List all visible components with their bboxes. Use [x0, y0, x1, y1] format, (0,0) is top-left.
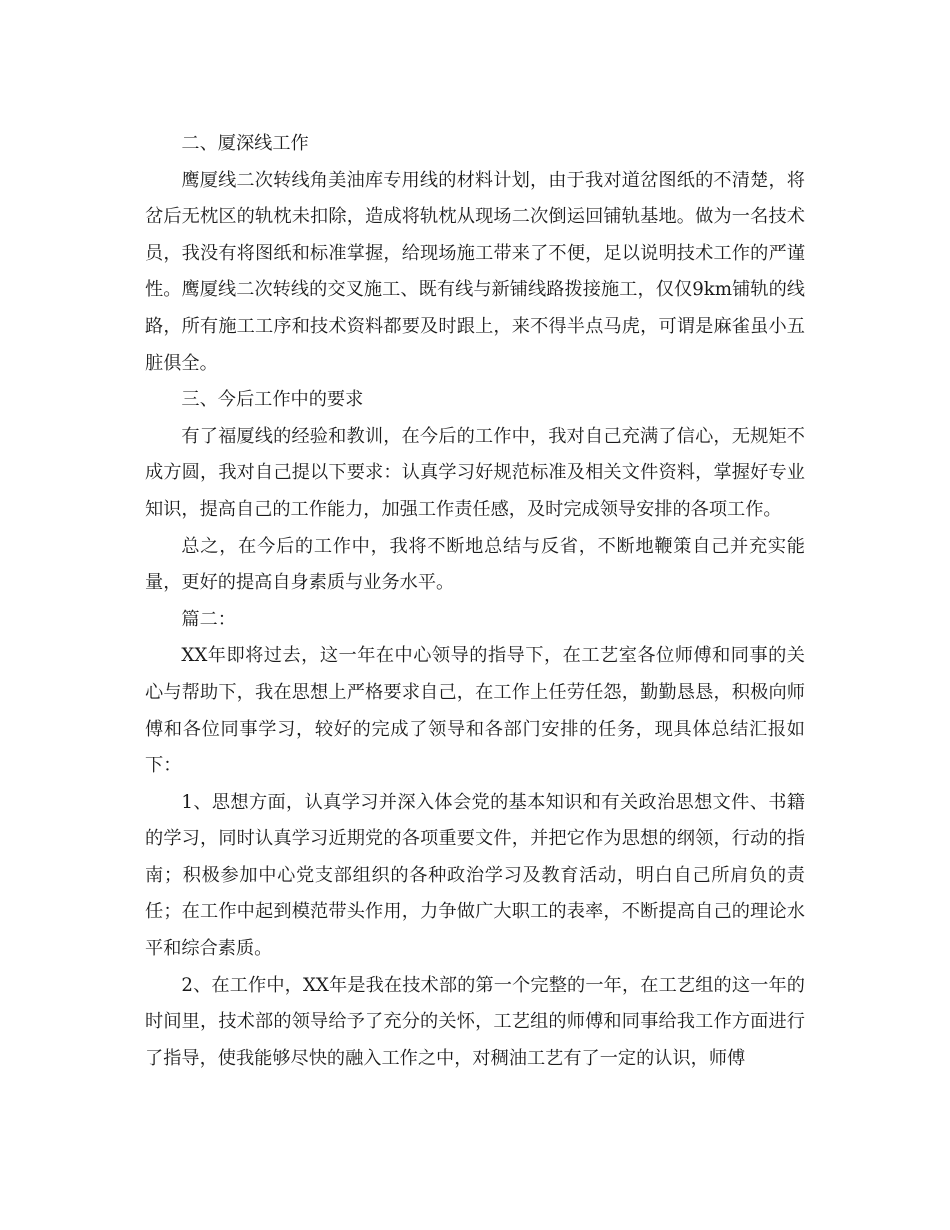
paragraph-ideology: 1、思想方面，认真学习并深入体会党的基本知识和有关政治思想文件、书籍的学习，同时认真学习近期党的各项重要文件，并把它作为思想的纲领，行动的指南；积极参加中心党支部组织的各种政治学习及教育活动，明白自己所肩负的责任；在工作中起到模范带头作用，力争做广大职工的表率，不断提高自己的理论水平和综合素质。 [145, 791, 805, 960]
section-heading-future-requirements: 三、今后工作中的要求 [181, 389, 364, 411]
paragraph-yingxia-line-materials: 鹰厦线二次转线角美油库专用线的材料计划，由于我对道岔图纸的不清楚，将岔后无枕区的轨枕未扣除，造成将轨枕从现场二次倒运回铺轨基地。做为一名技术员，我没有将图纸和标准掌握，给现场施工带来了不便，足以说明技术工作的严谨性。鹰厦线二次转线的交叉施工、既有线与新铺线路拨接施工，仅仅9km铺轨的线路，所有施工工序和技术资料都要及时跟上，来不得半点马虎，可谓是麻雀虽小五脏俱全。 [145, 169, 805, 374]
paragraph-year-intro: XX年即将过去，这一年在中心领导的指导下，在工艺室各位师傅和同事的关心与帮助下，我在思想上严格要求自己，在工作上任劳任怨，勤勤恳恳，积极向师傅和各位同事学习，较好的完成了领导和各部门安排的任务，现具体总结汇报如下： [145, 645, 805, 777]
paragraph-fuxia-experience: 有了福厦线的经验和教训，在今后的工作中，我对自己充满了信心，无规矩不成方圆，我对自己提以下要求：认真学习好规范标准及相关文件资料，掌握好专业知识，提高自己的工作能力，加强工作责任感，及时完成领导安排的各项工作。 [145, 425, 805, 520]
section-heading-part-two: 篇二： [181, 608, 236, 630]
document-body [145, 126, 805, 1077]
section-heading-xiashen-line: 二、厦深线工作 [181, 133, 309, 154]
paragraph-work: 2、在工作中，XX年是我在技术部的第一个完整的一年，在工艺组的这一年的时间里，技术部的领导给予了充分的关怀，工艺组的师傅和同事给我工作方面进行了指导，使我能够尽快的融入工作之中，对稠油工艺有了一定的认识，师傅 [145, 974, 805, 1069]
paragraph-summary: 总之，在今后的工作中，我将不断地总结与反省，不断地鞭策自己并充实能量，更好的提高自身素质与业务水平。 [145, 535, 805, 594]
